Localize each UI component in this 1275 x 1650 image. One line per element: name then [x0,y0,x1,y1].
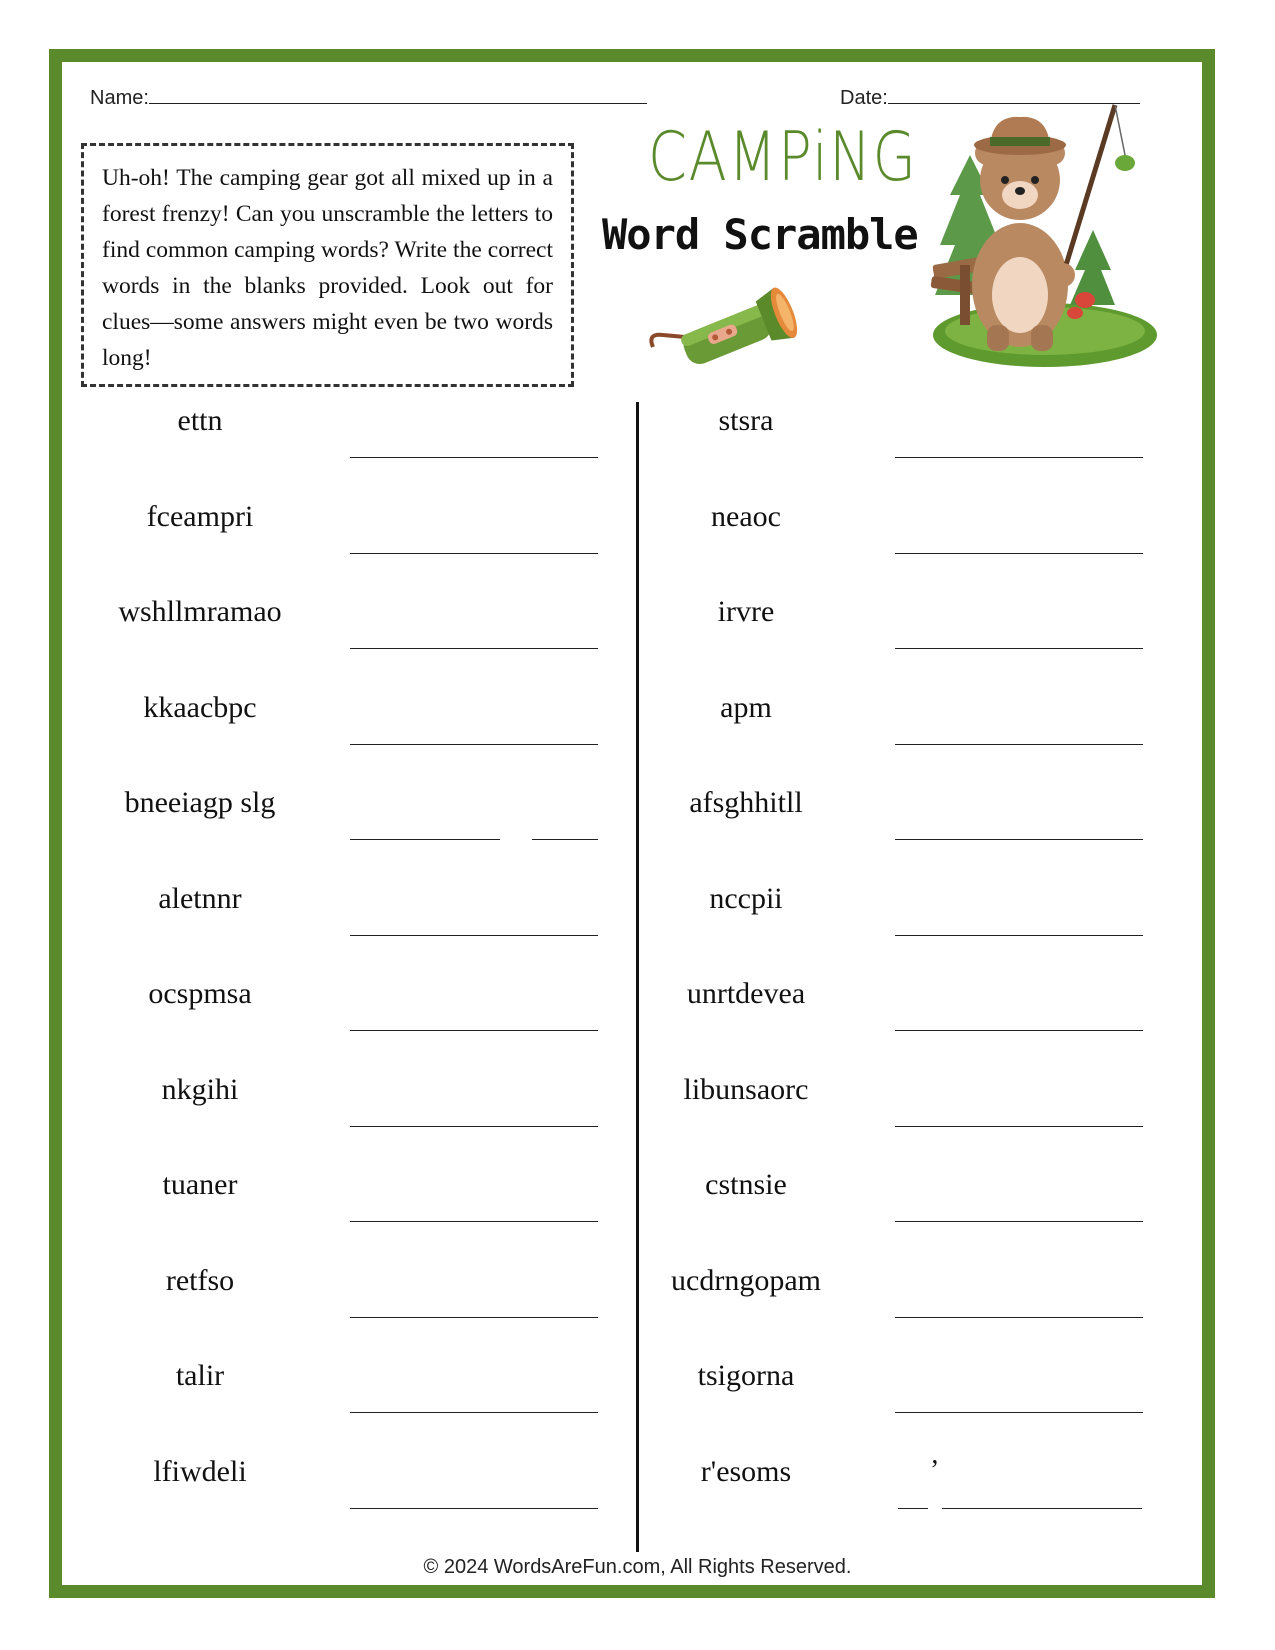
title-camping: CAMPiNG [648,118,918,197]
apostrophe-mark: ’ [930,1454,940,1486]
answer-blank[interactable] [350,839,500,840]
scrambled-word: cstnsie [705,1168,787,1201]
scrambled-word: retfso [165,1263,235,1297]
title-word-scramble: Word Scramble [602,210,918,259]
instructions-text: Uh-oh! The camping gear got all mixed up in a forest frenzy! Can you unscramble the letters to find common camping words? Write the correct words in the blanks provided. Look out for clues—some answers might even be two words long! [102,165,553,371]
scrambled-word: unrtdevea [686,977,806,1010]
scrambled-word: wshllmramao [118,595,282,628]
scrambled-word: afsghhitll [689,786,803,819]
flashlight-icon [645,285,815,365]
answer-blank[interactable] [895,648,1143,649]
answer-blank[interactable] [350,744,598,745]
scrambled-word: ucdrngopam [671,1263,821,1297]
answer-blank[interactable] [898,1508,928,1509]
answer-blank[interactable] [350,1221,598,1222]
scrambled-word: ettn [177,404,223,437]
scrambled-word: aletnnr [158,881,242,915]
answer-blank[interactable] [350,457,598,458]
answer-blank[interactable] [350,1126,598,1127]
scrambled-word: fceampri [146,499,254,533]
answer-blank[interactable] [532,839,598,840]
bear-fishing-illustration [925,95,1175,375]
answer-blank[interactable] [350,935,598,936]
scrambled-word: talir [175,1359,225,1392]
copyright-footer: © 2024 WordsAreFun.com, All Rights Reserved. [423,1556,852,1578]
answer-blank[interactable] [350,1317,598,1318]
scrambled-word: neaoc [711,499,781,533]
answer-blank[interactable] [350,553,598,554]
scrambled-word: tsigorna [697,1359,795,1392]
answer-blank[interactable] [350,1508,598,1509]
answer-blank[interactable] [895,1221,1143,1222]
scrambled-word: nccpii [709,881,783,915]
answer-blank[interactable] [895,1030,1143,1031]
scrambled-word: kkaacbpc [143,690,257,724]
answer-blank[interactable] [895,457,1143,458]
answer-blank[interactable] [350,1412,598,1413]
scrambled-word: stsra [718,404,774,437]
name-label: Name: [90,87,149,109]
name-line[interactable] [149,85,647,104]
answer-blank[interactable] [895,744,1143,745]
scrambled-word: r'esoms [700,1454,792,1488]
answer-blank[interactable] [895,553,1143,554]
answer-blank[interactable] [895,935,1143,936]
name-field[interactable] [90,85,647,110]
scrambled-word: irvre [717,595,775,628]
scrambled-word: lfiwdeli [153,1454,247,1488]
date-label: Date: [840,87,888,109]
answer-blank[interactable] [350,648,598,649]
scrambled-word: ocspmsa [148,977,252,1010]
answer-blank[interactable] [942,1508,1142,1509]
scrambled-word: bneeiagp slg [124,786,276,819]
answer-blank[interactable] [895,839,1143,840]
answer-blank[interactable] [350,1030,598,1031]
answer-blank[interactable] [895,1126,1143,1127]
answer-blank[interactable] [895,1412,1143,1413]
instructions-box [81,143,574,387]
scrambled-word: apm [720,690,772,724]
scrambled-word: libunsaorc [683,1072,809,1106]
scrambled-word: nkgihi [161,1072,239,1106]
scrambled-word: tuaner [162,1168,238,1201]
answer-blank[interactable] [895,1317,1143,1318]
